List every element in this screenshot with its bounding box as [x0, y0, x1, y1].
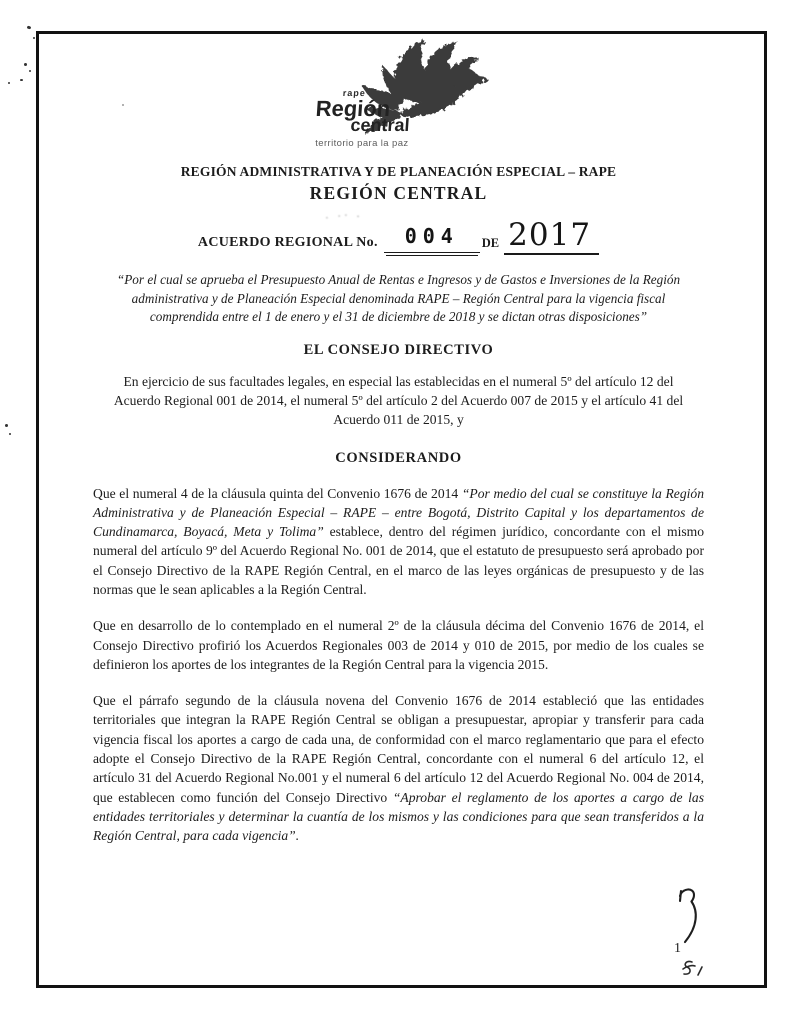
scan-noise	[24, 63, 27, 66]
scan-noise	[27, 25, 32, 29]
acuerdo-number-stamp: 004	[404, 224, 459, 248]
underline	[384, 252, 480, 253]
recital-paragraph	[93, 691, 704, 845]
org-name: REGIÓN CENTRAL	[309, 183, 488, 203]
scan-noise	[20, 79, 23, 81]
subject-quote: “Por el cual se aprueba el Presupuesto Anual de Rentas e Ingresos y de Gastos e Inversiones de la Región administrativa y de Planeación Especial denominada RAPE – Región Central para la vigencia fiscal comprendida entre el 1 de enero y el 31 de diciembre de 2018 y se dictan otras disposiciones”	[116, 272, 681, 324]
rape-region-central-logo	[299, 40, 499, 156]
acuerdo-year-stamp: 2017	[504, 220, 599, 255]
powers-paragraph: En ejercicio de sus facultades legales, en especial las establecidas en el numeral 5º del artículo 12 del Acuerdo Regional 001 de 2014, el numeral 5º del artículo 2 del Acuerdo 007 de 2015 y el artículo 41 del Acuerdo 011 de 2015, y	[113, 373, 684, 427]
recital-text: Que el numeral 4 de la cláusula quinta del Convenio 1676 de 2014	[93, 485, 462, 501]
scan-noise	[9, 433, 11, 435]
council-heading: EL CONSEJO DIRECTIVO	[303, 341, 494, 358]
page-number: 1	[674, 941, 681, 956]
acuerdo-title-line	[93, 207, 704, 255]
recital-text: establece, dentro del régimen jurídico, concordante con el mismo numeral del artículo 9º del Acuerdo Regional No. 001 de 2014, que el estatuto de presupuesto será aprobado por el Consejo Directivo de la RAPE Región Central, en el marco de las leyes orgánicas de presupuesto y de las normas que le sean aplicables a la Región Central.	[93, 524, 705, 597]
acuerdo-number-field	[384, 224, 480, 255]
considerando-heading: CONSIDERANDO	[335, 449, 462, 466]
acuerdo-label: ACUERDO REGIONAL No.	[197, 235, 378, 250]
underline	[386, 255, 478, 256]
document-page	[36, 31, 767, 988]
logo-central-text: central	[349, 114, 410, 135]
recital-paragraph	[93, 616, 704, 674]
logo-wordmark	[312, 89, 411, 149]
recital-quoted-text: “Aprobar el reglamento de los aportes a cargo de las entidades territoriales y determinar la cuantía de los mismos y las condiciones para que sean transferidos a la Región Central, para cada vigencia”.	[93, 789, 704, 844]
handwritten-hook-mark	[668, 884, 712, 946]
scan-noise	[8, 82, 10, 84]
faint-stamp-mark: · ·· .	[324, 207, 363, 225]
logo-rape-text: rape	[341, 87, 366, 98]
handwritten-initial-mark	[678, 957, 708, 985]
logo-tagline: territorio para la paz	[314, 137, 409, 149]
recital-text: Que el párrafo segundo de la cláusula novena del Convenio 1676 de 2014 estableció que las entidades territoriales que integran la RAPE Región Central se obligan a presupuestar, apropiar y transferir para cada vigencia fiscal los aportes a cargo de cada una, de conformidad con el marco reglamentario que para el efecto adopte el Consejo Directivo de la RAPE Región Central, concordante con el numeral 6 del artículo 12, el artículo 31 del Acuerdo Regional No.001 y el numeral 6 del artículo 12 del Acuerdo Regional No. 004 de 2014, que establecen como función del Consejo Directivo	[93, 693, 704, 805]
de-label: DE	[481, 236, 500, 250]
recital-quoted-text: “Por medio del cual se constituye la Región Administrativa y de Planeación Especial – RAPE – entre Bogotá, Distrito Capital y los departamentos de Cundinamarca, Boyacá, Meta y Tolima”	[93, 485, 704, 540]
org-line: REGIÓN ADMINISTRATIVA Y DE PLANEACIÓN ESPECIAL – RAPE	[180, 164, 617, 179]
logo-region-text: Región	[314, 95, 391, 121]
scan-noise	[29, 70, 31, 72]
scan-noise	[33, 37, 35, 39]
recital-paragraph	[93, 484, 704, 600]
scan-noise	[5, 424, 8, 427]
scan-noise	[122, 104, 124, 106]
recital-text: Que en desarrollo de lo contemplado en el numeral 2º de la cláusula décima del Convenio 1676 de 2014, el Consejo Directivo profirió los Acuerdos Regionales 003 de 2014 y 010 de 2015, por medio de los cuales se definieron los aportes de los integrantes de la Región Central para la vigencia 2015.	[93, 618, 704, 672]
